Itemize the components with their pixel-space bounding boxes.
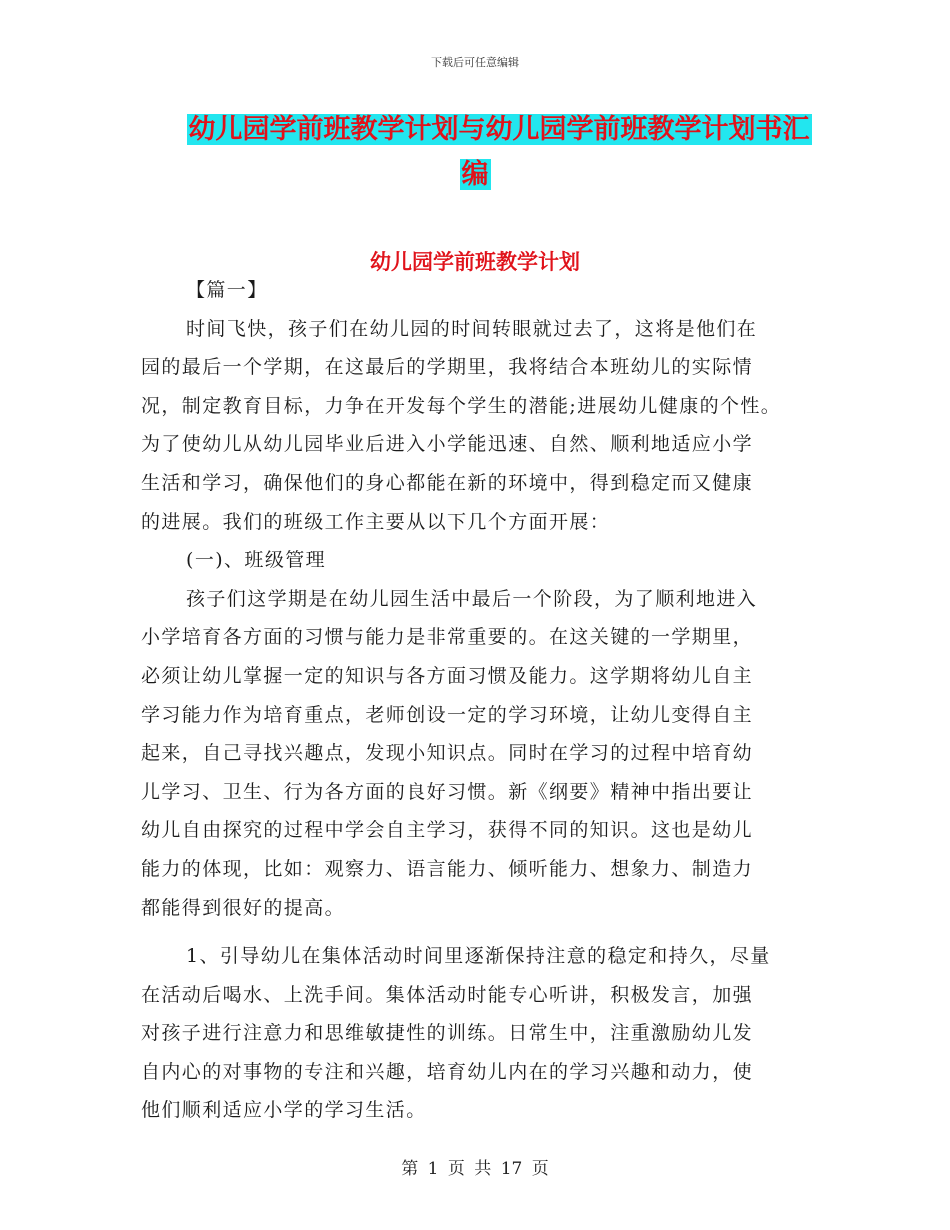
paragraph-line: 他们顺利适应小学的学习生活。 <box>141 1099 427 1122</box>
paragraph-line: 在活动后喝水、上洗手间。集体活动时能专心听讲，积极发言，加强 <box>141 983 754 1006</box>
paragraph-line: 园的最后一个学期，在这最后的学期里，我将结合本班幼儿的实际情 <box>141 356 754 379</box>
paragraph-line: 生活和学习，确保他们的身心都能在新的环境中，得到稳定而又健康 <box>141 471 754 494</box>
paragraph-line: 学习能力作为培育重点，老师创设一定的学习环境，让幼儿变得自主 <box>141 703 754 726</box>
subsection-heading: (一)、班级管理 <box>186 549 327 572</box>
paragraph-line: 能力的体现，比如：观察力、语言能力、倾听能力、想象力、制造力 <box>141 857 754 880</box>
paragraph-line: 的进展。我们的班级工作主要从以下几个方面开展： <box>141 510 611 533</box>
header-note: 下载后可任意编辑 <box>431 56 519 69</box>
paragraph-line: 小学培育各方面的习惯与能力是非常重要的。在这关键的一学期里， <box>141 626 754 649</box>
section-label: 【篇一】 <box>186 279 268 301</box>
paragraph-line: 自内心的对事物的专注和兴趣，培育幼儿内在的学习兴趣和动力，使 <box>141 1060 754 1083</box>
paragraph-line: 时间飞快，孩子们在幼儿园的时间转眼就过去了，这将是他们在 <box>186 317 758 340</box>
paragraph-line: 必须让幼儿掌握一定的知识与各方面习惯及能力。这学期将幼儿自主 <box>141 664 754 687</box>
paragraph-line: 为了使幼儿从幼儿园毕业后进入小学能迅速、自然、顺利地适应小学 <box>141 433 754 456</box>
document-title-line-1: 幼儿园学前班教学计划与幼儿园学前班教学计划书汇 <box>188 114 810 145</box>
section-subtitle: 幼儿园学前班教学计划 <box>370 249 580 274</box>
paragraph-line: 况，制定教育目标，力争在开发每个学生的潜能;进展幼儿健康的个性。 <box>141 394 782 417</box>
paragraph-line: 儿学习、卫生、行为各方面的良好习惯。新《纲要》精神中指出要让 <box>141 780 754 803</box>
document-title-line-2: 编 <box>461 159 489 190</box>
paragraph-line: 对孩子进行注意力和思维敏捷性的训练。日常生中，注重激励幼儿发 <box>141 1022 754 1045</box>
page-footer: 第 1 页 共 17 页 <box>401 1159 549 1179</box>
paragraph-line: 幼儿自由探究的过程中学会自主学习，获得不同的知识。这也是幼儿 <box>141 819 754 842</box>
body-text <box>141 271 831 1130</box>
paragraph-line: 孩子们这学期是在幼儿园生活中最后一个阶段，为了顺利地进入 <box>186 587 758 610</box>
paragraph-line: 都能得到很好的提高。 <box>141 896 346 919</box>
paragraph-line: 1、引导幼儿在集体活动时间里逐渐保持注意的稳定和持久，尽量 <box>186 945 771 968</box>
paragraph-line: 起来，自己寻找兴趣点，发现小知识点。同时在学习的过程中培育幼 <box>141 742 754 765</box>
